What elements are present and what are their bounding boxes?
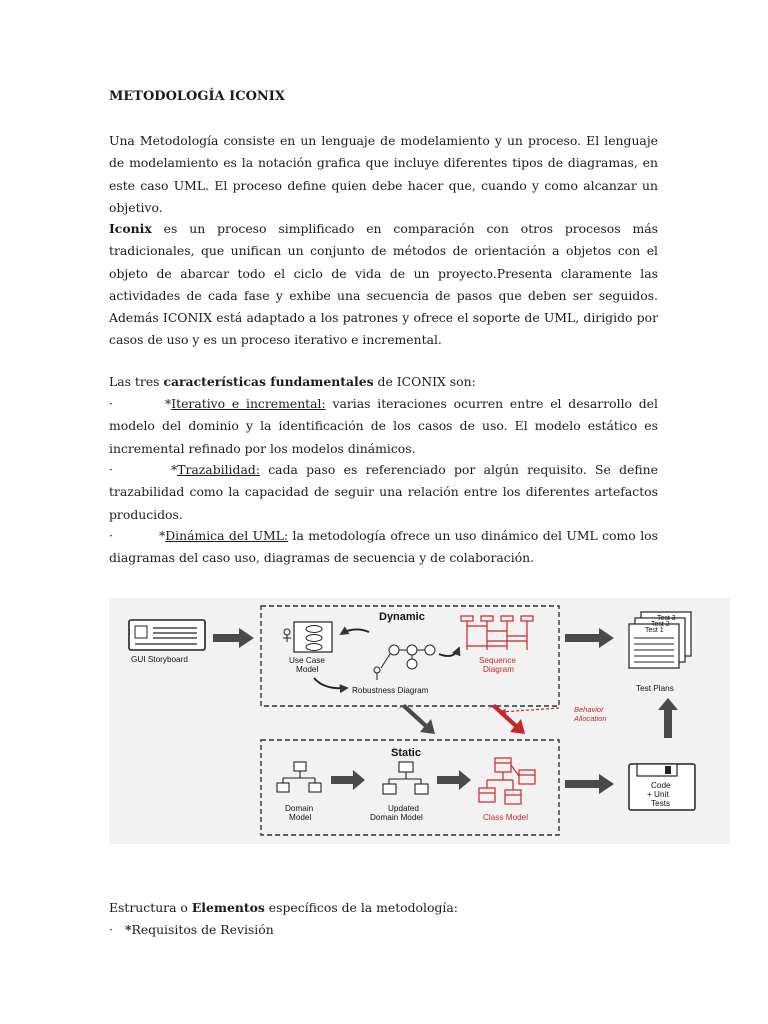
intro-pre: Las tres xyxy=(109,374,164,389)
arrow-up-icon xyxy=(658,698,678,738)
static-label: Static xyxy=(391,747,421,759)
class-model-icon xyxy=(479,758,535,804)
use-case-model-icon xyxy=(283,622,332,652)
domain-label-2: Model xyxy=(289,813,312,822)
term-dynamic-uml: Dinámica del UML: xyxy=(165,528,289,543)
paragraph-characteristics-intro xyxy=(109,371,658,393)
bullet-traceability-text: cada paso es referenciado por algún requisito. Se define trazabilidad como la capacidad de seguir una relación entre los diferentes artefactos producidos. xyxy=(109,462,658,522)
updated-label-1: Updated xyxy=(388,804,419,813)
bullet-iterative-text: varias iteraciones ocurren entre el desarrollo del modelo del dominio y la identificación de los casos de uso. El modelo estático es incremental refinado por los modelos dinámicos. xyxy=(109,396,658,456)
term-traceability: Trazabilidad: xyxy=(177,462,260,477)
sequence-diagram-icon xyxy=(461,616,533,650)
robustness-label: Robustness Diagram xyxy=(352,686,429,695)
use-case-label-1: Use Case xyxy=(289,656,325,665)
arrow-right-icon xyxy=(565,628,614,648)
paragraph-iconix-text: es un proceso simplificado en comparación con otros procesos más tradicionales, que unifican un conjunto de métodos de orientación a objetos con el objeto de abarcar todo el ciclo de vida de un proyecto.Presenta claramente las actividades de cada fase y exhibe una secuencia de pasos que deben ser seguidos. Además ICONIX está adaptado a los patrones y ofrece el soporte de UML, dirigido por casos de uso y es un proceso iterativo e incremental. xyxy=(109,221,658,348)
bold-term-iconix: Iconix xyxy=(109,221,152,236)
code-label-3: Tests xyxy=(651,799,671,808)
gui-storyboard-label: GUI Storyboard xyxy=(131,655,188,664)
bullet-mark: · xyxy=(109,462,113,477)
requirements-review-text: Requisitos de Revisión xyxy=(131,922,274,937)
term-iterative: Iterativo e incremental: xyxy=(171,396,326,411)
test1-label: Test 1 xyxy=(645,627,664,634)
document-title: METODOLOGÍA ICONIX xyxy=(109,89,285,104)
gui-storyboard-icon xyxy=(129,620,205,650)
dynamic-label: Dynamic xyxy=(379,611,425,623)
bold-term-characteristics: características fundamentales xyxy=(163,374,374,389)
test-plans-label: Test Plans xyxy=(636,684,674,693)
domain-label-1: Domain xyxy=(285,804,314,813)
behavior-label-2: Allocation xyxy=(574,714,607,723)
updated-domain-model-icon xyxy=(383,762,428,794)
sequence-label-2: Diagram xyxy=(483,665,514,674)
paragraph-methodology: Una Metodología consiste en un lenguaje de modelamiento y un proceso. El lenguaje de modelamiento es la notación grafica que incluye diferentes tipos de diagramas, en este caso UML. El proceso define quien debe hacer que, cuando y como alcanzar un objetivo. xyxy=(109,133,658,215)
bullet-dynamic-uml-text: la metodología ofrece un uso dinámico del UML como los diagramas del caso uso, diagramas de secuencia y de colaboración. xyxy=(109,528,658,566)
paragraph-structure xyxy=(109,897,658,919)
code-label-1: Code xyxy=(651,781,671,790)
sequence-label-1: Sequence xyxy=(479,656,516,665)
list-item-requirements-review xyxy=(109,919,658,941)
code-label-2: + Unit xyxy=(647,790,669,799)
bullet-mark: · xyxy=(109,528,113,543)
bullet-dynamic-uml xyxy=(109,525,658,570)
bullet-star: * xyxy=(165,396,172,411)
iconix-process-diagram xyxy=(109,598,730,844)
behavior-label-1: Behavior xyxy=(574,705,604,714)
structure-post: específicos de la metodología: xyxy=(264,900,458,915)
bullet-star: * xyxy=(125,922,132,937)
structure-pre: Estructura o xyxy=(109,900,192,915)
arrow-down-red-icon xyxy=(487,704,525,734)
domain-model-icon xyxy=(277,762,321,792)
test2-label: Test 2 xyxy=(651,621,670,628)
class-model-label: Class Model xyxy=(483,813,529,822)
arrow-down-icon xyxy=(397,704,435,734)
arrow-right-icon xyxy=(213,628,254,648)
paragraph-iconix xyxy=(109,218,658,352)
bullet-mark: · xyxy=(109,396,113,411)
arrow-right-icon xyxy=(437,770,471,790)
bullet-star: * xyxy=(159,528,166,543)
use-case-label-2: Model xyxy=(296,665,319,674)
robustness-diagram-icon xyxy=(374,645,435,680)
bold-term-elements: Elementos xyxy=(191,900,265,915)
bullet-iterative xyxy=(109,393,658,460)
bullet-mark: · xyxy=(109,922,113,937)
arrow-right-icon xyxy=(331,770,365,790)
bullet-traceability xyxy=(109,459,658,526)
updated-label-2: Domain Model xyxy=(370,813,423,822)
intro-post: de ICONIX son: xyxy=(373,374,476,389)
arrow-right-icon xyxy=(565,774,614,794)
test3-label: Test 3 xyxy=(657,615,676,622)
bullet-star: * xyxy=(171,462,178,477)
